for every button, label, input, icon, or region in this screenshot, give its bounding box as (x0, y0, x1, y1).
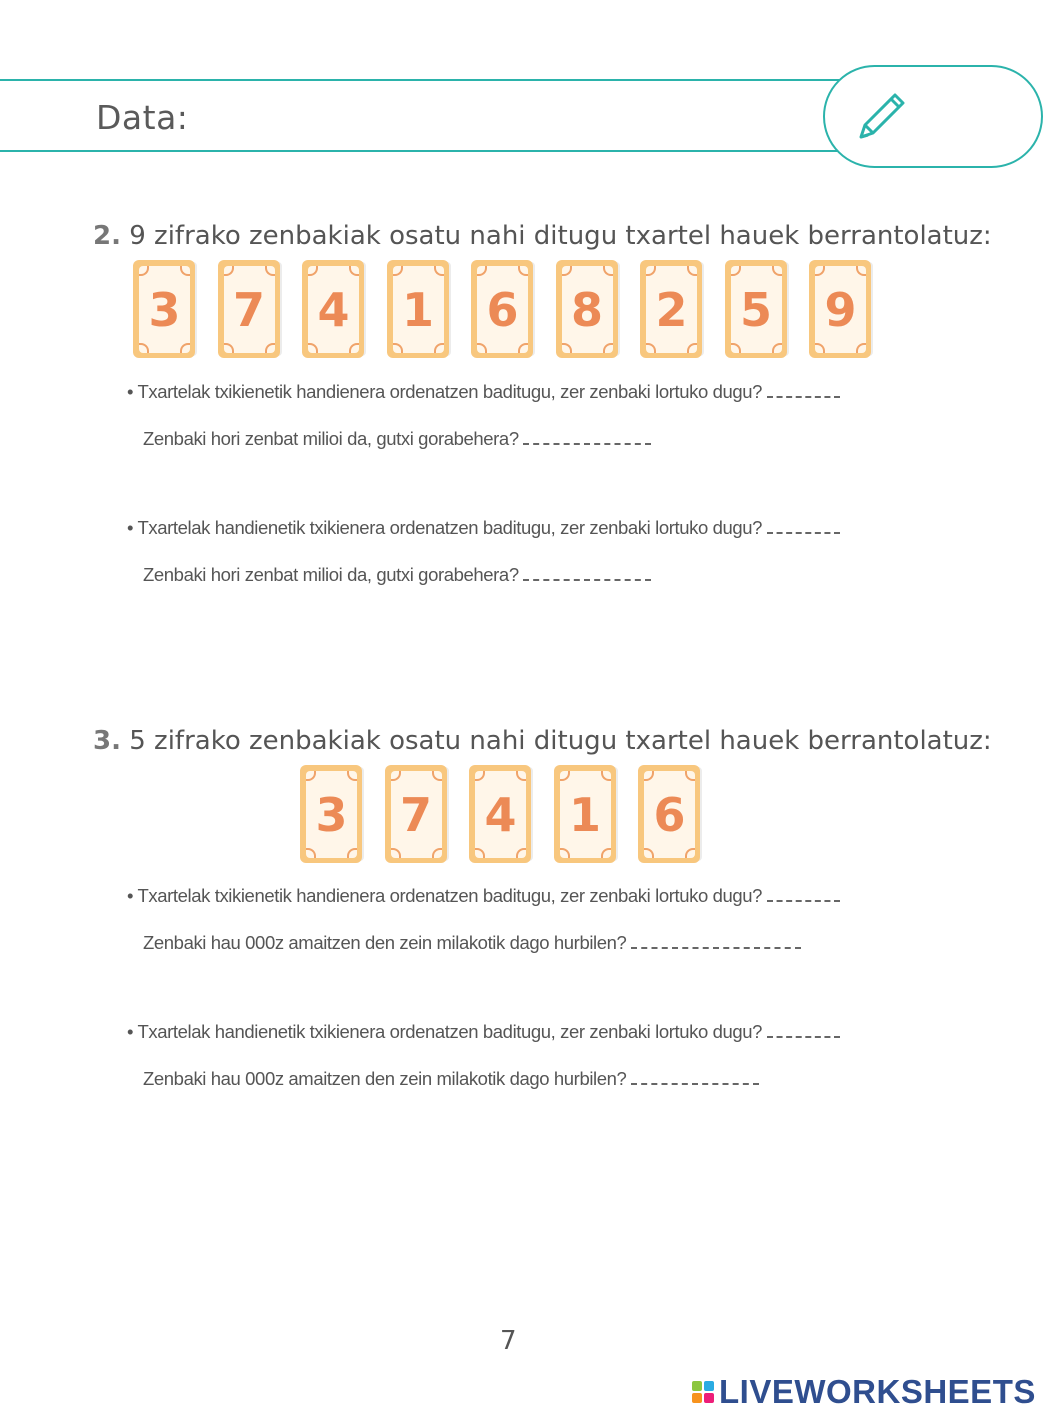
liveworksheets-logo[interactable] (692, 1373, 1036, 1411)
task-2-cards (133, 260, 894, 358)
number-card (387, 260, 449, 358)
task-2-question-2 (127, 517, 840, 539)
card-digit: 7 (399, 787, 432, 842)
number-card (554, 765, 616, 863)
task-3-number: 3. (93, 726, 121, 756)
number-card (469, 765, 531, 863)
task-3-question-1-sub-text: Zenbaki hau 000z amaitzen den zein milakotik dago hurbilen? (143, 932, 627, 953)
pencil-badge (823, 65, 1043, 168)
card-digit: 2 (655, 282, 688, 337)
card-digit: 4 (484, 787, 517, 842)
task-2-question-1-text: • Txartelak txikienetik handienera ordenatzen baditugu, zer zenbaki lortuko dugu? (127, 381, 763, 402)
task-2-number: 2. (93, 221, 121, 251)
task-2-answer-1-sub[interactable] (523, 429, 651, 445)
task-2-question-1-sub (143, 428, 651, 450)
task-3-question-1 (127, 885, 840, 907)
task-2-question-2-text: • Txartelak handienetik txikienera ordenatzen baditugu, zer zenbaki lortuko dugu? (127, 517, 763, 538)
liveworksheets-grid-icon (692, 1381, 714, 1403)
card-digit: 5 (739, 282, 772, 337)
task-2-answer-1[interactable] (767, 382, 840, 398)
number-card (471, 260, 533, 358)
task-3-answer-2-sub[interactable] (631, 1069, 759, 1085)
number-card (302, 260, 364, 358)
card-digit: 7 (232, 282, 265, 337)
task-2-answer-2[interactable] (767, 518, 840, 534)
task-2-question-2-sub-text: Zenbaki hori zenbat milioi da, gutxi gorabehera? (143, 564, 519, 585)
task-3-question-1-text: • Txartelak txikienetik handienera ordenatzen baditugu, zer zenbaki lortuko dugu? (127, 885, 763, 906)
task-2-question-1 (127, 381, 840, 403)
number-card (809, 260, 871, 358)
card-digit: 8 (570, 282, 603, 337)
task-3-question-2-sub-text: Zenbaki hau 000z amaitzen den zein milakotik dago hurbilen? (143, 1068, 627, 1089)
card-digit: 1 (568, 787, 601, 842)
task-3-text: 5 zifrako zenbakiak osatu nahi ditugu txartel hauek berrantolatuz: (129, 726, 992, 756)
header-bottom-line (0, 150, 850, 152)
card-digit: 4 (317, 282, 350, 337)
page-number: 7 (500, 1326, 517, 1356)
task-3-cards (300, 765, 723, 863)
card-digit: 6 (653, 787, 686, 842)
card-digit: 1 (401, 282, 434, 337)
card-digit: 9 (824, 282, 857, 337)
number-card (385, 765, 447, 863)
header-top-line (0, 79, 850, 81)
task-3-question-2-text: • Txartelak handienetik txikienera ordenatzen baditugu, zer zenbaki lortuko dugu? (127, 1021, 763, 1042)
number-card (300, 765, 362, 863)
task-3-answer-1[interactable] (767, 886, 840, 902)
task-2-text: 9 zifrako zenbakiak osatu nahi ditugu txartel hauek berrantolatuz: (129, 221, 992, 251)
task-2-answer-2-sub[interactable] (523, 565, 651, 581)
task-3-answer-1-sub[interactable] (631, 933, 801, 949)
number-card (640, 260, 702, 358)
card-digit: 6 (486, 282, 519, 337)
number-card (218, 260, 280, 358)
number-card (133, 260, 195, 358)
task-3-question-1-sub (143, 932, 801, 954)
pencil-icon (851, 87, 911, 147)
card-digit: 3 (148, 282, 181, 337)
task-3-title (93, 726, 992, 756)
number-card (556, 260, 618, 358)
task-2-question-2-sub (143, 564, 651, 586)
task-2-question-1-sub-text: Zenbaki hori zenbat milioi da, gutxi gorabehera? (143, 428, 519, 449)
card-digit: 3 (315, 787, 348, 842)
number-card (638, 765, 700, 863)
date-label: Data: (96, 98, 189, 137)
task-3-answer-2[interactable] (767, 1022, 840, 1038)
task-3-question-2 (127, 1021, 840, 1043)
task-2-title (93, 221, 992, 251)
task-3-question-2-sub (143, 1068, 759, 1090)
number-card (725, 260, 787, 358)
liveworksheets-brand: LIVEWORKSHEETS (719, 1373, 1036, 1410)
